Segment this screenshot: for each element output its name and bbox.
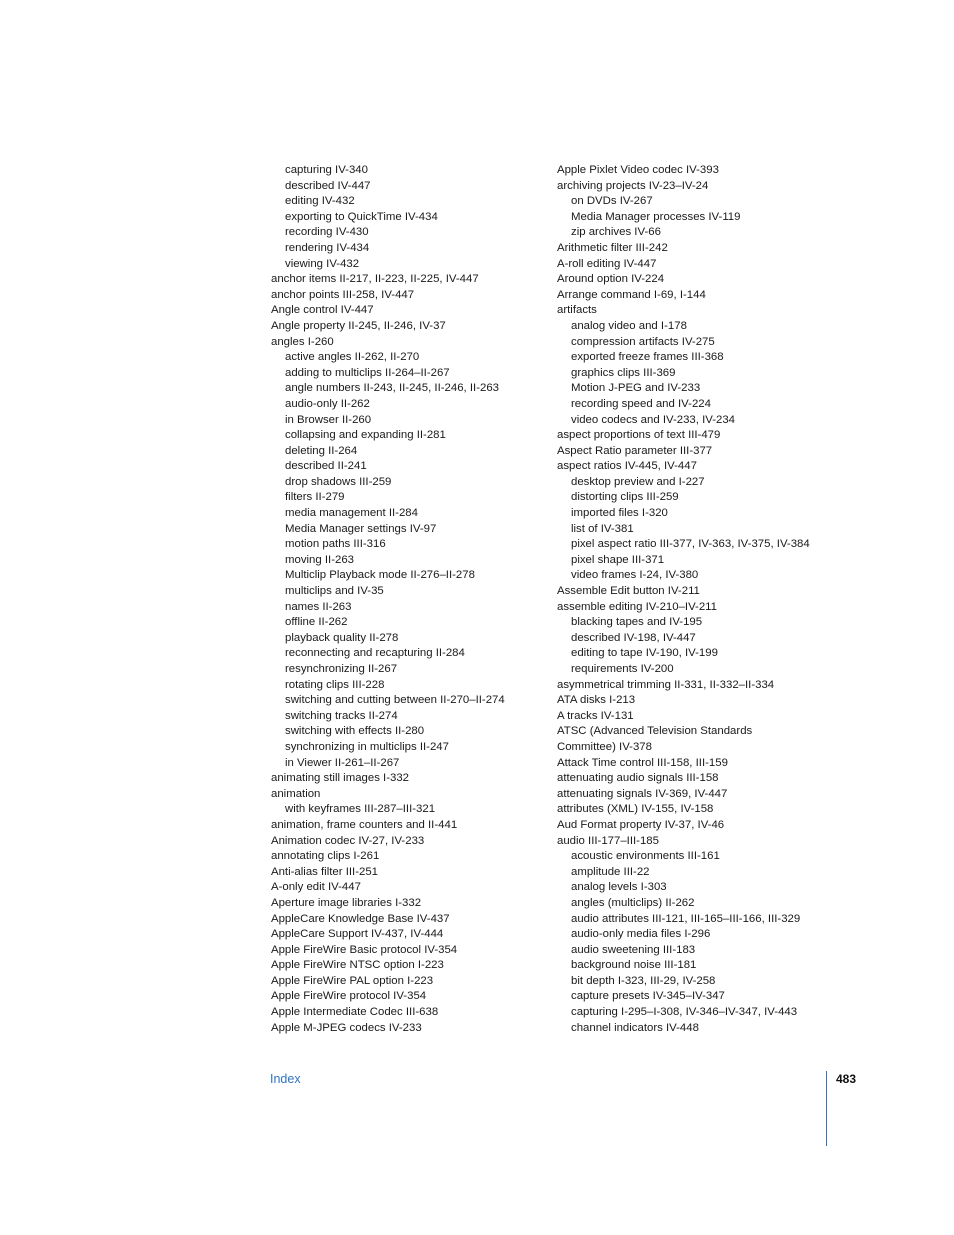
index-subentry: pixel shape III-371 [571, 553, 665, 566]
index-entry: attenuating audio signals III-158 [557, 772, 719, 785]
index-entry: AppleCare Support IV-437, IV-444 [271, 928, 444, 941]
index-entry: angles I-260 [271, 335, 334, 348]
index-entry: A-roll editing IV-447 [557, 257, 657, 270]
index-entry: asymmetrical trimming II-331, II-332–II-334 [557, 678, 775, 691]
index-subentry: audio-only media files I-296 [571, 928, 711, 941]
index-subentry: capturing I-295–I-308, IV-346–IV-347, IV-443 [571, 1006, 798, 1019]
index-subentry: with keyframes III-287–III-321 [285, 803, 436, 816]
index-subentry: synchronizing in multiclips II-247 [285, 740, 449, 753]
index-subentry: angles (multiclips) II-262 [571, 896, 695, 909]
index-entry: A tracks IV-131 [557, 709, 634, 722]
index-subentry: desktop preview and I-227 [571, 475, 705, 488]
index-subentry: requirements IV-200 [571, 663, 674, 675]
index-subentry: pixel aspect ratio III-377, IV-363, IV-375, IV-384 [571, 538, 810, 551]
index-subentry: editing IV-432 [285, 195, 355, 208]
index-subentry: collapsing and expanding II-281 [285, 429, 446, 442]
index-entry: Assemble Edit button IV-211 [557, 585, 700, 598]
index-subentry: distorting clips III-259 [571, 491, 679, 504]
index-subentry: filters II-279 [285, 491, 345, 504]
index-subentry: analog video and I-178 [571, 319, 687, 332]
index-entry: Apple FireWire NTSC option I-223 [271, 959, 444, 972]
index-subentry: in Browser II-260 [285, 413, 372, 426]
index-subentry: compression artifacts IV-275 [571, 335, 715, 348]
index-subentry: imported files I-320 [571, 507, 668, 520]
index-subentry: graphics clips III-369 [571, 366, 676, 379]
index-subentry: active angles II-262, II-270 [285, 351, 420, 364]
index-subentry: background noise III-181 [571, 959, 697, 972]
index-subentry: switching and cutting between II-270–II-274 [285, 694, 505, 707]
page-number: 483 [836, 1072, 857, 1086]
index-subentry: exporting to QuickTime IV-434 [285, 210, 438, 223]
index-subentry: reconnecting and recapturing II-284 [285, 647, 465, 660]
index-entry: Aperture image libraries I-332 [271, 896, 422, 909]
index-subentry: zip archives IV-66 [571, 226, 661, 239]
index-entry: animation, frame counters and II-441 [271, 818, 458, 831]
index-subentry: Multiclip Playback mode II-276–II-278 [285, 569, 475, 582]
index-entry: Apple FireWire protocol IV-354 [271, 990, 427, 1003]
index-entry: Attack Time control III-158, III-159 [557, 756, 728, 769]
index-entry: ATA disks I-213 [557, 694, 636, 707]
index-entry: Apple Pixlet Video codec IV-393 [557, 164, 719, 176]
index-subentry: drop shadows III-259 [285, 475, 392, 488]
index-entry: Anti-alias filter III-251 [271, 865, 378, 878]
index-subentry: Media Manager settings IV-97 [285, 522, 437, 535]
footer-divider [826, 1071, 827, 1146]
index-subentry: exported freeze frames III-368 [571, 351, 724, 364]
index-column-left [271, 163, 551, 1036]
index-subentry: audio attributes III-121, III-165–III-166, III-329 [571, 912, 801, 925]
index-subentry: list of IV-381 [571, 522, 634, 535]
index-subentry: moving II-263 [285, 553, 355, 566]
index-subentry: on DVDs IV-267 [571, 195, 653, 208]
index-subentry: media management II-284 [285, 507, 418, 520]
index-subentry: described IV-447 [285, 179, 371, 192]
index-subentry: acoustic environments III-161 [571, 850, 720, 863]
index-subentry: Motion J-PEG and IV-233 [571, 382, 701, 395]
index-entry: anchor items II-217, II-223, II-225, IV-447 [271, 273, 479, 286]
index-subentry: video frames I-24, IV-380 [571, 569, 699, 582]
index-subentry: video codecs and IV-233, IV-234 [571, 413, 736, 426]
index-subentry: capture presets IV-345–IV-347 [571, 990, 725, 1003]
index-entry: audio III-177–III-185 [557, 834, 659, 847]
index-entry: Apple Intermediate Codec III-638 [271, 1006, 439, 1019]
index-subentry: playback quality II-278 [285, 631, 399, 644]
index-entry: Committee) IV-378 [557, 740, 652, 753]
index-subentry: switching with effects II-280 [285, 725, 425, 738]
index-entry: Arithmetic filter III-242 [557, 241, 668, 254]
index-subentry: resynchronizing II-267 [285, 663, 398, 675]
index-subentry: angle numbers II-243, II-245, II-246, II-263 [285, 382, 500, 395]
index-entry: anchor points III-258, IV-447 [271, 288, 415, 301]
index-entry: aspect ratios IV-445, IV-447 [557, 460, 697, 473]
index-entry: Angle control IV-447 [271, 304, 374, 317]
index-subentry: adding to multiclips II-264–II-267 [285, 366, 450, 379]
index-entry: Apple FireWire PAL option I-223 [271, 974, 434, 987]
index-subentry: rendering IV-434 [285, 241, 370, 254]
index-entry: aspect proportions of text III-479 [557, 429, 721, 442]
index-subentry: switching tracks II-274 [285, 709, 398, 722]
index-subentry: analog levels I-303 [571, 881, 667, 894]
index-subentry: Media Manager processes IV-119 [571, 210, 741, 223]
index-entry: Aspect Ratio parameter III-377 [557, 444, 713, 457]
index-entry: Apple M-JPEG codecs IV-233 [271, 1021, 422, 1034]
index-entry: A-only edit IV-447 [271, 881, 361, 894]
index-entry: attenuating signals IV-369, IV-447 [557, 787, 728, 800]
index-entry: AppleCare Knowledge Base IV-437 [271, 912, 450, 925]
index-subentry: recording speed and IV-224 [571, 397, 711, 410]
index-subentry: described II-241 [285, 460, 367, 473]
index-subentry: audio sweetening III-183 [571, 943, 696, 956]
index-entry: Arrange command I-69, I-144 [557, 288, 706, 301]
index-subentry: bit depth I-323, III-29, IV-258 [571, 974, 716, 987]
index-entry: Angle property II-245, II-246, IV-37 [271, 319, 446, 332]
index-subentry: amplitude III-22 [571, 865, 650, 878]
index-subentry: capturing IV-340 [285, 164, 368, 176]
index-entry: animation [271, 787, 321, 800]
index-subentry: deleting II-264 [285, 444, 358, 457]
index-entry: Apple FireWire Basic protocol IV-354 [271, 943, 458, 956]
index-subentry: recording IV-430 [285, 226, 369, 239]
index-entry: Aud Format property IV-37, IV-46 [557, 818, 725, 831]
index-subentry: names II-263 [285, 600, 352, 613]
index-subentry: motion paths III-316 [285, 538, 386, 551]
index-entry: attributes (XML) IV-155, IV-158 [557, 803, 714, 816]
index-entry: archiving projects IV-23–IV-24 [557, 179, 709, 192]
index-subentry: audio-only II-262 [285, 397, 370, 410]
index-subentry: viewing IV-432 [285, 257, 360, 270]
index-subentry: editing to tape IV-190, IV-199 [571, 647, 718, 660]
index-entry: Animation codec IV-27, IV-233 [271, 834, 425, 847]
index-subentry: channel indicators IV-448 [571, 1021, 699, 1034]
index-entry: assemble editing IV-210–IV-211 [557, 600, 717, 613]
index-subentry: offline II-262 [285, 616, 348, 629]
index-entry: ATSC (Advanced Television Standards [557, 725, 753, 738]
index-column-right [557, 163, 857, 1036]
index-subentry: rotating clips III-228 [285, 678, 385, 691]
footer-section-label: Index [270, 1072, 301, 1086]
index-entry: animating still images I-332 [271, 772, 410, 785]
index-subentry: described IV-198, IV-447 [571, 631, 696, 644]
index-entry: Around option IV-224 [557, 273, 665, 286]
index-subentry: multiclips and IV-35 [285, 585, 384, 598]
index-entry: artifacts [557, 304, 597, 317]
index-subentry: in Viewer II-261–II-267 [285, 756, 400, 769]
index-subentry: blacking tapes and IV-195 [571, 616, 703, 629]
index-entry: annotating clips I-261 [271, 850, 380, 863]
